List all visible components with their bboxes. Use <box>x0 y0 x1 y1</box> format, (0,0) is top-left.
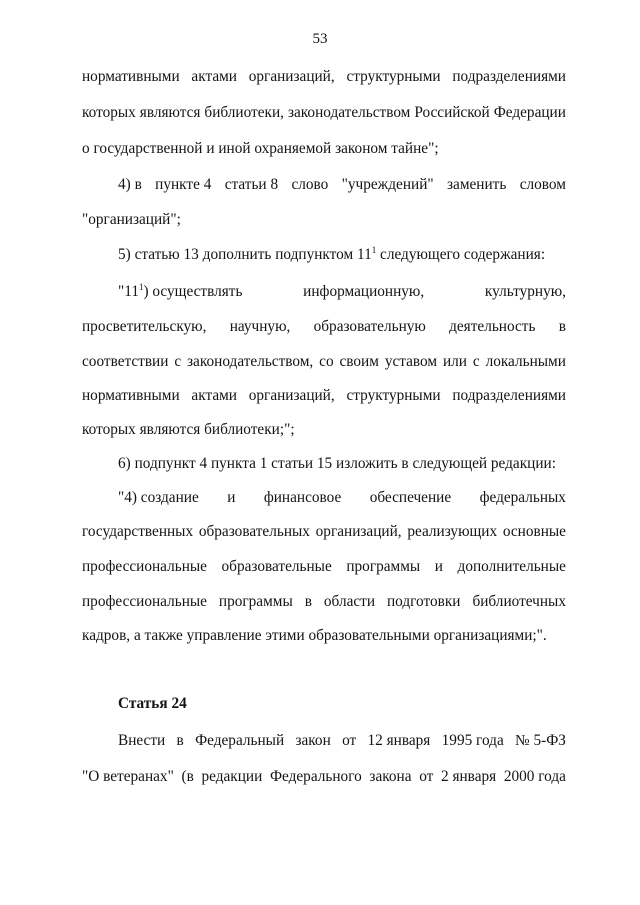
word: финансовое <box>263 489 342 506</box>
word: 2000 года <box>503 768 566 785</box>
word: Федерального <box>269 768 362 785</box>
word: слово <box>291 176 329 193</box>
word: закон <box>295 732 331 749</box>
word: обеспечение <box>369 489 452 506</box>
word: в <box>176 732 184 749</box>
word: 4) в <box>118 176 142 193</box>
text-fragment: следующего содержания: <box>376 246 546 263</box>
word: библиотеки, <box>204 104 284 121</box>
word: организаций, <box>315 523 402 540</box>
word: деятельность <box>449 318 536 335</box>
word: федеральных <box>479 489 566 506</box>
word: от <box>419 768 434 785</box>
word: Внести <box>118 732 166 749</box>
word: законодательством, <box>187 353 314 370</box>
word: статьи 8 <box>224 176 279 193</box>
word: структурными <box>346 387 441 404</box>
text-line <box>82 592 566 612</box>
superscript: 1 <box>138 282 144 292</box>
text-line <box>82 103 566 123</box>
word: программы <box>346 558 421 575</box>
text-line <box>118 731 566 751</box>
word: заменить <box>446 176 507 193</box>
word: основные <box>502 523 566 540</box>
word: редакции <box>201 768 263 785</box>
word: государственных <box>82 523 194 540</box>
article-heading: Статья 24 <box>118 695 187 712</box>
word: профессиональные <box>82 593 207 610</box>
word: нормативными <box>82 387 180 404</box>
word: "О ветеранах" <box>82 768 174 785</box>
word: актами <box>191 387 237 404</box>
word: профессиональные <box>82 558 207 575</box>
text-fragment: 5) статью 13 дополнить подпунктом 11 <box>118 246 372 263</box>
word: культурную, <box>484 283 566 300</box>
word: соответствии <box>82 353 169 370</box>
word: "4) создание <box>118 489 199 506</box>
word: Федерации <box>493 104 566 121</box>
word: которых <box>82 104 136 121</box>
word: подразделениями <box>452 387 566 404</box>
word: в <box>304 593 312 610</box>
text-fragment: ) осуществлять <box>143 283 243 300</box>
word: реализующих <box>407 523 498 540</box>
text-line <box>82 317 566 337</box>
word: образовательную <box>313 318 426 335</box>
word: с <box>174 353 182 370</box>
word: пункте 4 <box>155 176 212 193</box>
word: локальными <box>485 353 566 370</box>
text-line: 6) подпункт 4 пункта 1 статьи 15 изложить в следующей редакции: <box>118 455 556 472</box>
word: Федеральный <box>195 732 285 749</box>
word: 12 января <box>367 732 431 749</box>
text-line <box>82 386 566 406</box>
word: образовательных <box>198 523 310 540</box>
text-line <box>118 488 566 508</box>
text-line <box>118 175 566 195</box>
word: в <box>558 318 566 335</box>
text-line <box>118 245 566 265</box>
word: № 5-ФЗ <box>515 732 566 749</box>
text-line <box>82 352 566 372</box>
word: или <box>442 353 467 370</box>
word: нормативными <box>82 68 180 85</box>
word: 2 января <box>440 768 497 785</box>
word: информационную, <box>303 283 425 300</box>
text-line <box>82 557 566 577</box>
word: просветительскую, <box>82 318 207 335</box>
word: законодательством <box>287 104 411 121</box>
text-line <box>82 522 566 542</box>
word: уставом <box>384 353 438 370</box>
text-line: о государственной и иной охраняемой законом тайне"; <box>82 140 439 157</box>
text-line <box>82 767 566 787</box>
superscript: 1 <box>371 245 377 255</box>
text-line: которых являются библиотеки;"; <box>82 421 295 438</box>
text-fragment: "11 <box>118 283 139 300</box>
word: организаций, <box>248 387 335 404</box>
word: (в <box>181 768 194 785</box>
word: 1995 года <box>441 732 504 749</box>
word: научную, <box>229 318 291 335</box>
word: дополнительные <box>457 558 566 575</box>
word: словом <box>519 176 566 193</box>
word: от <box>342 732 357 749</box>
word: и <box>434 558 443 575</box>
word: образовательные <box>221 558 332 575</box>
word: структурными <box>346 68 441 85</box>
text-line <box>118 282 566 302</box>
word: программы <box>218 593 293 610</box>
word: подготовки <box>386 593 461 610</box>
word: являются <box>139 104 201 121</box>
word: "учреждений" <box>341 176 434 193</box>
text-line: "организаций"; <box>82 211 181 228</box>
text-line <box>82 67 566 87</box>
word: подразделениями <box>452 68 566 85</box>
word: организаций, <box>248 68 335 85</box>
word <box>118 282 242 302</box>
page-number: 53 <box>312 31 328 47</box>
word: закона <box>369 768 412 785</box>
word: со <box>319 353 334 370</box>
word: библиотечных <box>472 593 566 610</box>
word: своим <box>339 353 379 370</box>
word: Российской <box>414 104 490 121</box>
word: области <box>323 593 376 610</box>
word: и <box>227 489 236 506</box>
word: актами <box>191 68 237 85</box>
text-line: кадров, а также управление этими образовательными организациями;". <box>82 627 547 644</box>
word: с <box>472 353 480 370</box>
